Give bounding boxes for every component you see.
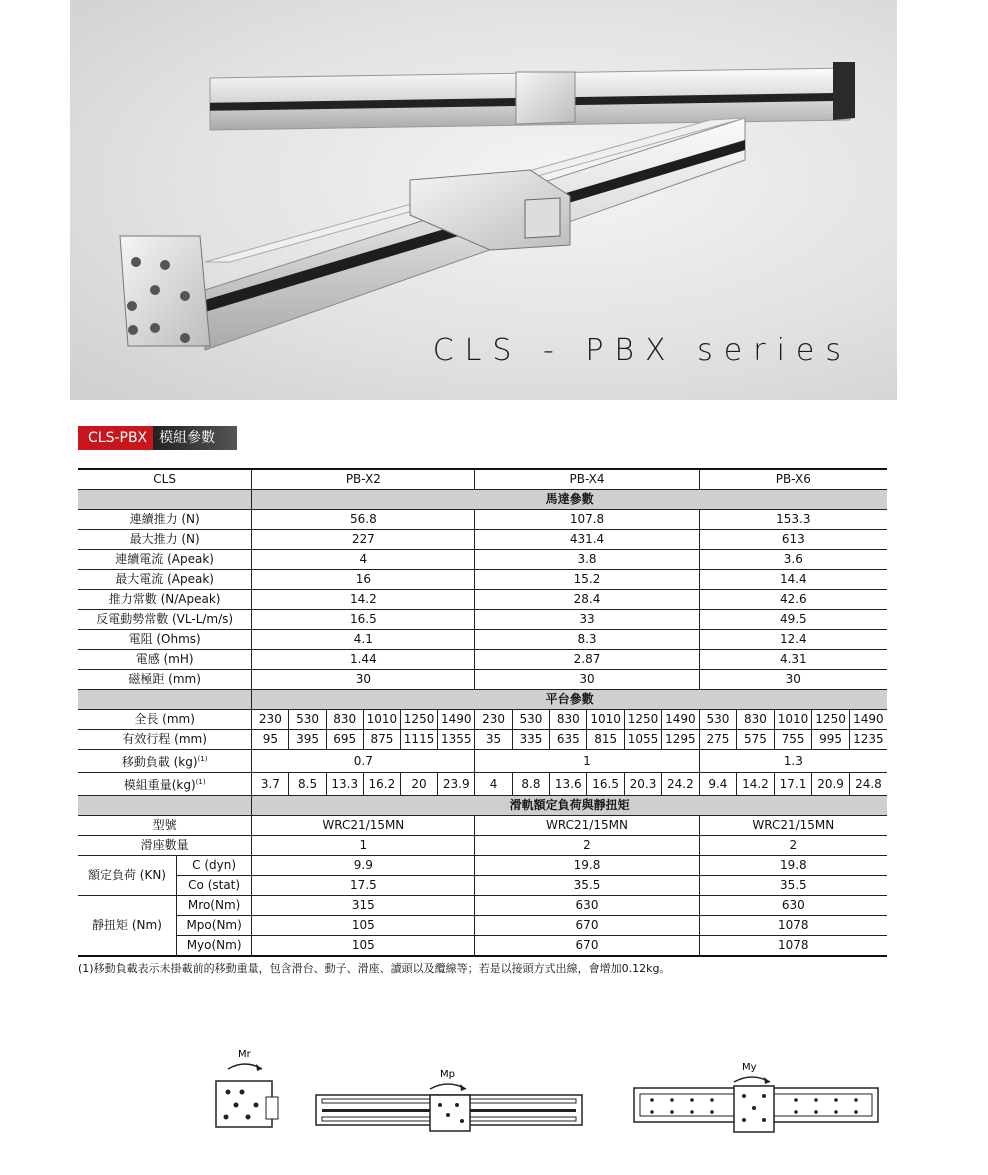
table-cell: 3.6 — [699, 550, 887, 570]
table-row — [78, 710, 887, 730]
table-cell: 431.4 — [475, 530, 699, 550]
table-cell: 335 — [512, 730, 549, 750]
table-cell: 1010 — [774, 710, 812, 730]
table-row — [78, 550, 887, 570]
section-blank-cell — [78, 490, 252, 510]
table-cell: 1490 — [438, 710, 475, 730]
table-cell: 695 — [326, 730, 363, 750]
table-cell: WRC21/15MN — [699, 816, 887, 836]
table-cell: 530 — [699, 710, 737, 730]
my-label: My — [742, 1062, 757, 1073]
table-row — [78, 916, 887, 936]
table-cell: 1250 — [812, 710, 850, 730]
table-row — [78, 773, 887, 796]
table-cell: 2 — [699, 836, 887, 856]
mp-diagram — [312, 1065, 588, 1135]
table-cell: 35.5 — [475, 876, 699, 896]
row-label-cell: 型號 — [78, 816, 252, 836]
table-cell: 4.1 — [252, 630, 475, 650]
table-row — [78, 590, 887, 610]
table-cell: 14.2 — [252, 590, 475, 610]
badge-code: CLS-PBX — [78, 426, 153, 450]
table-cell: 20.9 — [812, 773, 850, 796]
mr-diagram — [208, 1045, 288, 1135]
table-cell: 230 — [475, 710, 512, 730]
table-row — [78, 570, 887, 590]
footnote-ref: (1) — [197, 755, 208, 763]
table-cell: 24.2 — [662, 773, 699, 796]
table-cell: 28.4 — [475, 590, 699, 610]
table-cell: 3.7 — [252, 773, 289, 796]
sub-label-cell: Mro(Nm) — [176, 896, 251, 916]
footnote: (1)移動負載表示未掛載前的移動重量，包含滑台、動子、滑座、讀頭以及纜線等；若是以接頭方式出線，會增加0.12kg。 — [78, 962, 671, 975]
table-cell: 755 — [774, 730, 812, 750]
row-label-cell — [78, 773, 252, 796]
row-label-cell: 連續推力 (N) — [78, 510, 252, 530]
table-cell: 1 — [252, 836, 475, 856]
table-cell: 1078 — [699, 916, 887, 936]
table-cell: 1.3 — [699, 750, 887, 773]
table-cell: 3.8 — [475, 550, 699, 570]
table-cell: 13.6 — [550, 773, 587, 796]
table-cell: WRC21/15MN — [475, 816, 699, 836]
table-cell: 9.4 — [699, 773, 737, 796]
section-blank-cell — [78, 796, 252, 816]
table-cell: 875 — [363, 730, 400, 750]
row-label-cell: 電阻 (Ohms) — [78, 630, 252, 650]
table-cell: 1295 — [662, 730, 699, 750]
table-cell: 830 — [326, 710, 363, 730]
model-header-cell: PB-X4 — [475, 469, 699, 490]
table-cell: 4 — [252, 550, 475, 570]
series-title: CLS - PBX series — [432, 333, 852, 368]
sub-label-cell: Mpo(Nm) — [176, 916, 251, 936]
my-diagram — [630, 1058, 882, 1138]
table-cell: 153.3 — [699, 510, 887, 530]
table-cell: 630 — [699, 896, 887, 916]
table-cell: 19.8 — [475, 856, 699, 876]
table-cell: 2 — [475, 836, 699, 856]
row-label-cell: 電感 (mH) — [78, 650, 252, 670]
table-cell: 1 — [475, 750, 699, 773]
table-row — [78, 750, 887, 773]
row-label-cell: 最大推力 (N) — [78, 530, 252, 550]
table-cell: 630 — [475, 896, 699, 916]
row-label-cell: 推力常數 (N/Apeak) — [78, 590, 252, 610]
table-cell: 830 — [550, 710, 587, 730]
table-cell: 670 — [475, 936, 699, 957]
load-label: 移動負載 (kg) — [121, 755, 198, 769]
weight-label: 模組重量(kg) — [123, 778, 196, 792]
table-row — [78, 610, 887, 630]
table-cell: 995 — [812, 730, 850, 750]
table-cell: 4 — [475, 773, 512, 796]
table-cell: 107.8 — [475, 510, 699, 530]
mp-label: Mp — [440, 1069, 455, 1080]
table-row — [78, 816, 887, 836]
spec-table — [78, 468, 887, 957]
table-row — [78, 630, 887, 650]
row-label-cell: 全長 (mm) — [78, 710, 252, 730]
table-cell: 35.5 — [699, 876, 887, 896]
table-row — [78, 730, 887, 750]
table-cell: 2.87 — [475, 650, 699, 670]
table-cell: 23.9 — [438, 773, 475, 796]
table-row — [78, 856, 887, 876]
table-cell: 670 — [475, 916, 699, 936]
row-label-cell: 最大電流 (Apeak) — [78, 570, 252, 590]
table-row — [78, 510, 887, 530]
badge-label: 模組參數 — [153, 426, 237, 450]
table-row — [78, 896, 887, 916]
table-cell: 30 — [699, 670, 887, 690]
table-cell: 16.5 — [587, 773, 624, 796]
table-cell: 15.2 — [475, 570, 699, 590]
table-cell: 17.1 — [774, 773, 812, 796]
table-cell: 49.5 — [699, 610, 887, 630]
table-cell: 530 — [289, 710, 326, 730]
table-cell: 1115 — [400, 730, 437, 750]
table-cell: 9.9 — [252, 856, 475, 876]
table-cell: 8.8 — [512, 773, 549, 796]
table-cell: 8.5 — [289, 773, 326, 796]
table-cell: 14.2 — [737, 773, 775, 796]
row-label-cell: 反電動勢常數 (VL-L/m/s) — [78, 610, 252, 630]
sub-label-cell: C (dyn) — [176, 856, 251, 876]
section-title-cell: 馬達參數 — [252, 490, 887, 510]
sub-label-cell: Co (stat) — [176, 876, 251, 896]
table-cell: 16.2 — [363, 773, 400, 796]
table-cell: 105 — [252, 936, 475, 957]
section-row — [78, 796, 887, 816]
table-cell: 230 — [252, 710, 289, 730]
table-cell: 105 — [252, 916, 475, 936]
section-row — [78, 690, 887, 710]
table-cell: 16.5 — [252, 610, 475, 630]
section-row — [78, 490, 887, 510]
row-label-cell: 有效行程 (mm) — [78, 730, 252, 750]
model-header-cell: PB-X6 — [699, 469, 887, 490]
table-cell: WRC21/15MN — [252, 816, 475, 836]
table-cell: 1490 — [662, 710, 699, 730]
row-label-cell: 連續電流 (Apeak) — [78, 550, 252, 570]
table-cell: 17.5 — [252, 876, 475, 896]
table-cell: 275 — [699, 730, 737, 750]
table-cell: 1010 — [363, 710, 400, 730]
table-cell: 613 — [699, 530, 887, 550]
table-cell: 42.6 — [699, 590, 887, 610]
table-cell: 95 — [252, 730, 289, 750]
table-row — [78, 650, 887, 670]
table-cell: 8.3 — [475, 630, 699, 650]
table-cell: 12.4 — [699, 630, 887, 650]
table-cell: 30 — [475, 670, 699, 690]
table-cell: 1250 — [400, 710, 437, 730]
table-cell: 4.31 — [699, 650, 887, 670]
mr-label: Mr — [238, 1049, 251, 1060]
footnote-ref: (1) — [195, 778, 206, 786]
table-cell: 33 — [475, 610, 699, 630]
table-cell: 20 — [400, 773, 437, 796]
table-cell: 575 — [737, 730, 775, 750]
table-cell: 1010 — [587, 710, 624, 730]
table-cell: 1490 — [849, 710, 887, 730]
table-cell: 1078 — [699, 936, 887, 957]
section-blank-cell — [78, 690, 252, 710]
table-cell: 16 — [252, 570, 475, 590]
table-cell: 30 — [252, 670, 475, 690]
model-header-cell: PB-X2 — [252, 469, 475, 490]
table-cell: 13.3 — [326, 773, 363, 796]
table-row — [78, 876, 887, 896]
table-cell: 35 — [475, 730, 512, 750]
table-header-row — [78, 469, 887, 490]
section-title-cell: 滑軌額定負荷與靜扭矩 — [252, 796, 887, 816]
table-cell: 56.8 — [252, 510, 475, 530]
table-cell: 1055 — [624, 730, 661, 750]
table-cell: 14.4 — [699, 570, 887, 590]
table-cell: 1235 — [849, 730, 887, 750]
table-cell: 1355 — [438, 730, 475, 750]
header-cell: CLS — [78, 469, 252, 490]
row-label-cell: 滑座數量 — [78, 836, 252, 856]
group-label-cell: 額定負荷 (KN) — [78, 856, 176, 896]
table-cell: 0.7 — [252, 750, 475, 773]
table-cell: 19.8 — [699, 856, 887, 876]
table-row — [78, 670, 887, 690]
table-cell: 315 — [252, 896, 475, 916]
table-cell: 635 — [550, 730, 587, 750]
section-badge — [78, 426, 237, 450]
table-cell: 830 — [737, 710, 775, 730]
table-cell: 530 — [512, 710, 549, 730]
product-hero-image — [70, 0, 897, 400]
table-row — [78, 530, 887, 550]
table-cell: 227 — [252, 530, 475, 550]
table-cell: 20.3 — [624, 773, 661, 796]
sub-label-cell: Myo(Nm) — [176, 936, 251, 957]
group-label-cell: 靜扭矩 (Nm) — [78, 896, 176, 957]
table-cell: 1.44 — [252, 650, 475, 670]
table-cell: 24.8 — [849, 773, 887, 796]
section-title-cell: 平台參數 — [252, 690, 887, 710]
table-cell: 1250 — [624, 710, 661, 730]
row-label-cell — [78, 750, 252, 773]
table-cell: 815 — [587, 730, 624, 750]
row-label-cell: 磁極距 (mm) — [78, 670, 252, 690]
table-row — [78, 836, 887, 856]
table-cell: 395 — [289, 730, 326, 750]
table-row — [78, 936, 887, 957]
